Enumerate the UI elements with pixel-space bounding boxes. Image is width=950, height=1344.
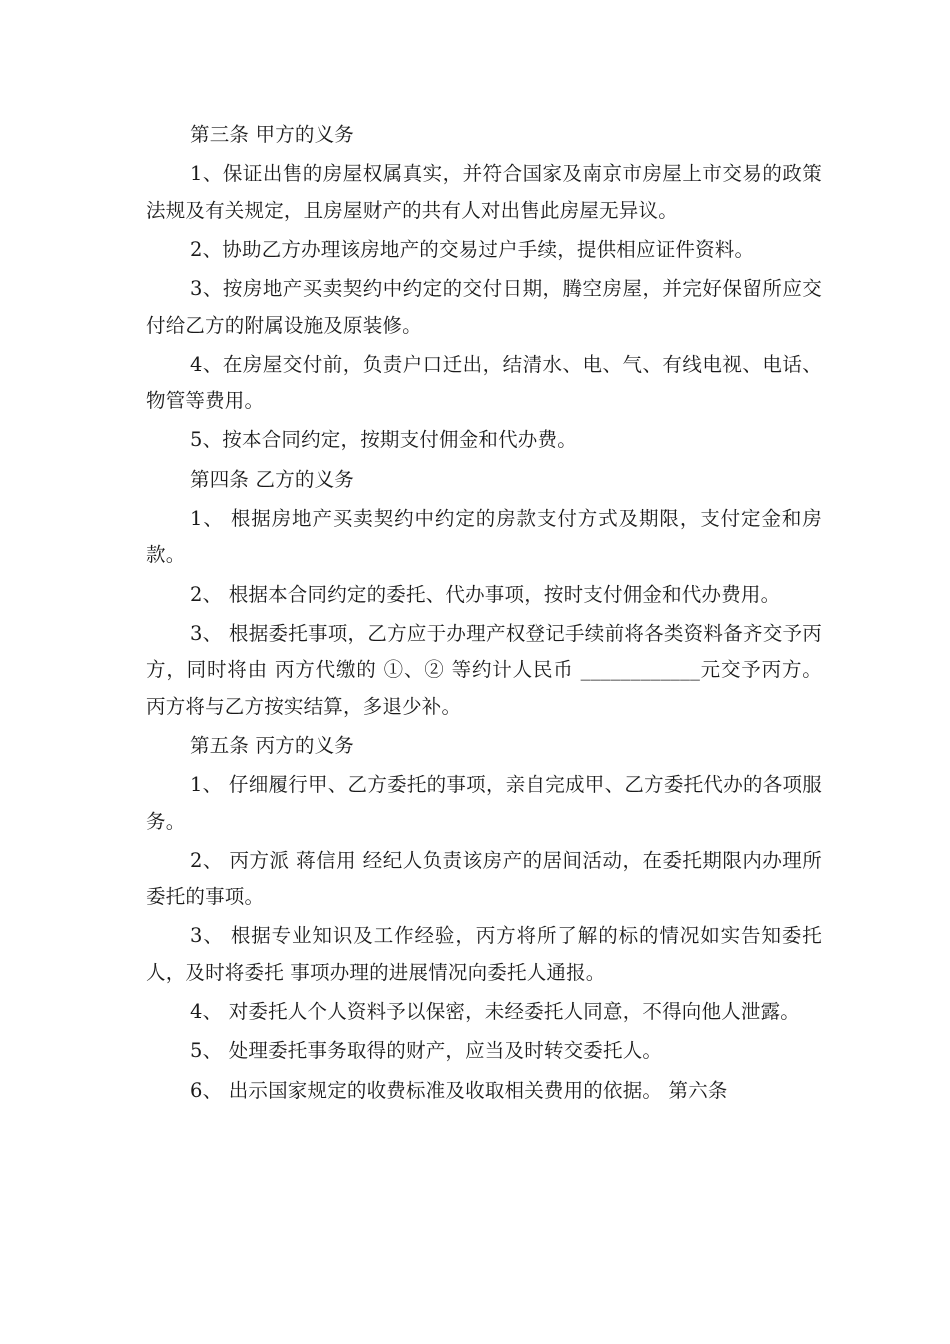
clause-3-1: 1、保证出售的房屋权属真实，并符合国家及南京市房屋上市交易的政策法规及有关规定，且房屋财产的共有人对出售此房屋无异议。 bbox=[146, 162, 822, 222]
clause-4-3: 3、 根据委托事项，乙方应于办理产权登记手续前将各类资料备齐交予丙方，同时将由 丙方代缴的 ①、② 等约计人民币 ____________元交予丙方。丙方将与乙方按实结算，多退少补。 bbox=[146, 621, 822, 718]
clause-3-3: 3、按房地产买卖契约中约定的交付日期，腾空房屋，并完好保留所应交付给乙方的附属设施及原装修。 bbox=[146, 277, 822, 337]
clause-4-1: 1、 根据房地产买卖契约中约定的房款支付方式及期限，支付定金和房款。 bbox=[146, 506, 822, 567]
section-heading-5: 第五条 丙方的义务 bbox=[190, 733, 354, 757]
clause-5-5: 5、 处理委托事务取得的财产，应当及时转交委托人。 bbox=[190, 1039, 663, 1063]
clause-5-2: 2、 丙方派 蒋信用 经纪人负责该房产的居间活动，在委托期限内办理所委托的事项。 bbox=[146, 848, 822, 909]
clause-5-6: 6、 出示国家规定的收费标准及收取相关费用的依据。 第六条 bbox=[190, 1078, 728, 1102]
clause-5-3: 3、 根据专业知识及工作经验，丙方将所了解的标的情况如实告知委托人，及时将委托 事项办理的进展情况向委托人通报。 bbox=[146, 924, 822, 984]
document-body bbox=[146, 117, 822, 1112]
clause-3-5: 5、按本合同约定，按期支付佣金和代办费。 bbox=[190, 428, 577, 452]
clause-5-1: 1、 仔细履行甲、乙方委托的事项，亲自完成甲、乙方委托代办的各项服务。 bbox=[146, 773, 822, 833]
clause-3-2: 2、协助乙方办理该房地产的交易过户手续，提供相应证件资料。 bbox=[190, 237, 755, 261]
clause-4-2: 2、 根据本合同约定的委托、代办事项，按时支付佣金和代办费用。 bbox=[190, 582, 781, 606]
clause-5-4: 4、 对委托人个人资料予以保密，未经委托人同意，不得向他人泄露。 bbox=[190, 1000, 801, 1024]
clause-3-4: 4、在房屋交付前，负责户口迁出，结清水、电、气、有线电视、电话、物管等费用。 bbox=[146, 352, 822, 413]
section-heading-3: 第三条 甲方的义务 bbox=[190, 123, 354, 146]
section-heading-4: 第四条 乙方的义务 bbox=[190, 467, 354, 491]
